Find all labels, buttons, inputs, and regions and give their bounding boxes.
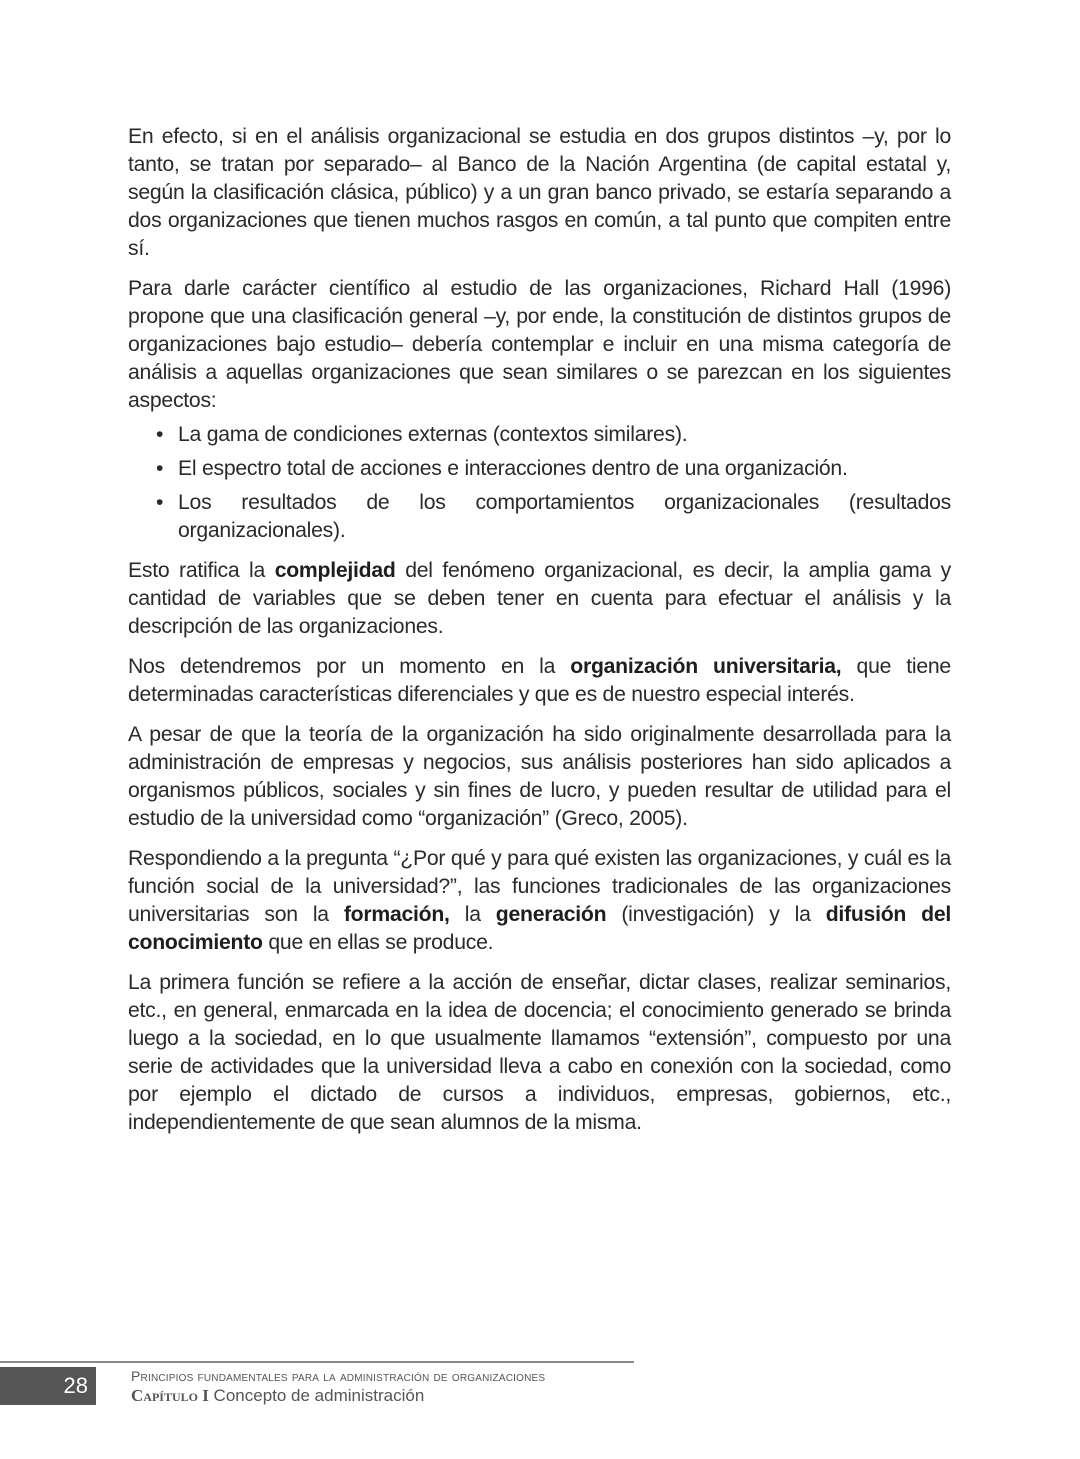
bullet-icon: • [156, 423, 164, 446]
paragraph-richard-hall: Para darle carácter científico al estudio de las organizaciones, Richard Hall (1996) propone que una clasificación general –y, por ende, la constitución de distintos grupos de organizaciones bajo estudio– debería contemplar e incluir en una misma categoría de análisis a aquellas organizaciones que sean similares o se parezcan en los siguientes aspectos: [128, 277, 951, 412]
bold-term: generación [495, 903, 607, 926]
bold-term: complejidad [274, 559, 396, 582]
paragraph-primera-funcion: La primera función se refiere a la acción de enseñar, dictar clases, realizar seminarios, etc., en general, enmarcada en la idea de docencia; el conocimiento generado se brinda luego a la sociedad, en lo que usualmente llamamos “extensión”, compuesto por una serie de actividades que la universidad lleva a cabo en conexión con la sociedad, como por ejemplo el dictado de cursos a individuos, empresas, gobiernos, etc., independientemente de que sean alumnos de la misma. [128, 971, 951, 1134]
bold-term: organización universitaria, [570, 655, 842, 678]
page-body [128, 123, 951, 1149]
chapter-title: Concepto de administración [208, 1386, 425, 1405]
page-number: 28 [0, 1367, 96, 1405]
bullet-icon: • [156, 491, 164, 514]
list-item: • El espectro total de acciones e interacciones dentro de una organización. [156, 455, 951, 483]
bold-term: difusión del conocimiento [128, 903, 952, 954]
list-item: • La gama de condiciones externas (contextos similares). [156, 421, 951, 449]
footer-divider [0, 1361, 634, 1363]
running-header-chapter [131, 1386, 424, 1406]
bullet-icon: • [156, 457, 164, 480]
paragraph-banco-nacion: En efecto, si en el análisis organizacional se estudia en dos grupos distintos –y, por lo tanto, se tratan por separado– al Banco de la Nación Argentina (de capital estatal y, según la clasificación clásica, público) y a un gran banco privado, se estaría separando a dos organizaciones que tienen muchos rasgos en común, a tal punto que compiten entre sí. [128, 125, 951, 260]
running-header-book-title: Principios fundamentales para la administración de organizaciones [131, 1368, 546, 1384]
paragraph-organizacion-universitaria: Nos detendremos por un momento en la organización universitaria, que tiene determinadas características diferenciales y que es de nuestro especial interés. [128, 655, 951, 706]
paragraph-complejidad: Esto ratifica la complejidad del fenómeno organizacional, es decir, la amplia gama y cantidad de variables que se deben tener en cuenta para efectuar el análisis y la descripción de las organizaciones. [128, 559, 952, 638]
paragraph-funciones: Respondiendo a la pregunta “¿Por qué y para qué existen las organizaciones, y cuál es la función social de la universidad?”, las funciones tradicionales de las organizaciones universitarias son la formación, la generación (investigación) y la difusión del conocimiento que en ellas se produce. [128, 847, 952, 954]
list-item: • Los resultados de los comportamientos organizacionales (resultados organizacionales). [156, 491, 951, 542]
aspects-list [128, 421, 951, 545]
paragraph-teoria: A pesar de que la teoría de la organización ha sido originalmente desarrollada para la administración de empresas y negocios, sus análisis posteriores han sido aplicados a organismos públicos, sociales y sin fines de lucro, y pueden resultar de utilidad para el estudio de la universidad como “organización” (Greco, 2005). [128, 723, 951, 830]
bold-term: formación, [343, 903, 450, 926]
chapter-label: Capítulo I [131, 1386, 209, 1405]
